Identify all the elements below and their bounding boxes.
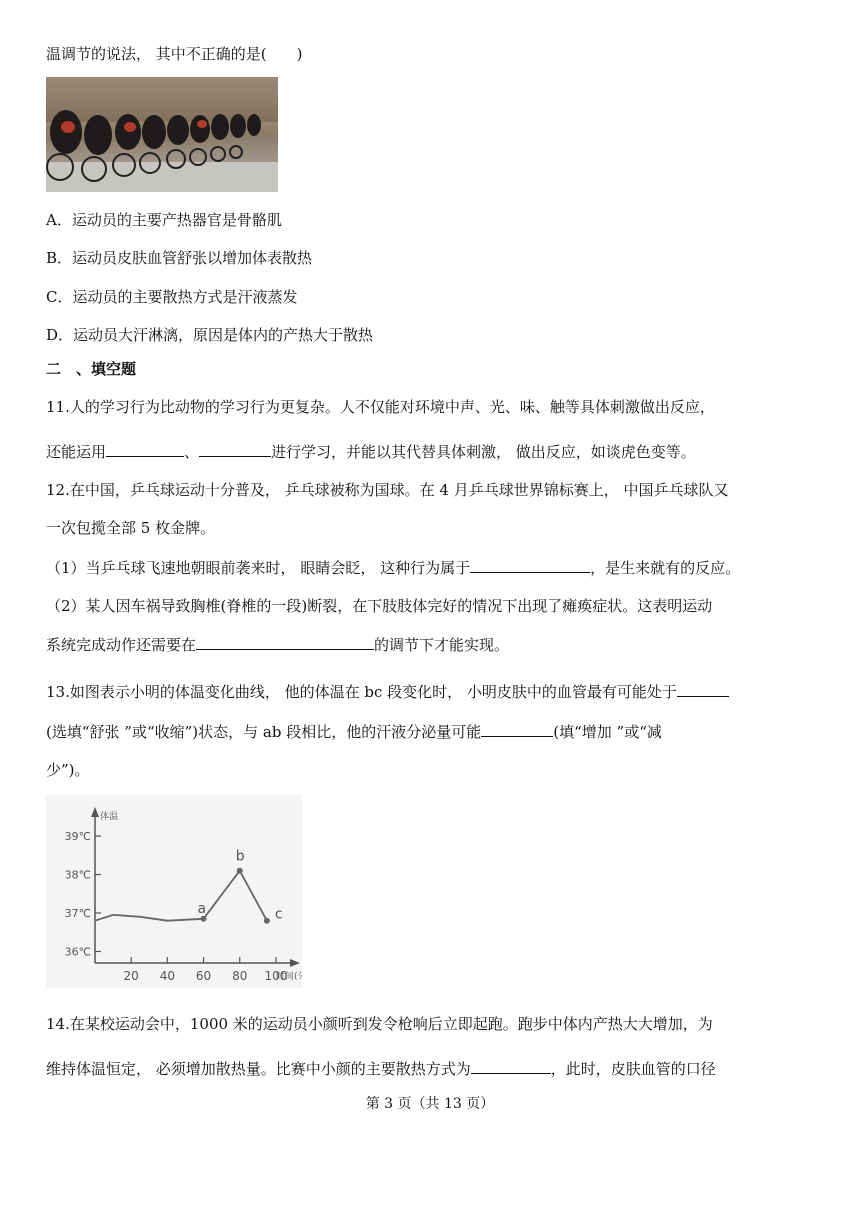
q10-option-d: D．运动员大汗淋漓，原因是体内的产热大于散热	[46, 326, 374, 344]
q14-line1: 14.在某校运动会中，1000 米的运动员小颜听到发令枪响后立即起跑。跑步中体内产热大大增加，为	[46, 1015, 713, 1033]
q12-sub2-line2	[46, 634, 509, 655]
q10-stem: 温调节的说法， 其中不正确的是( )	[46, 45, 303, 63]
y-tick-label: 38℃	[64, 868, 91, 882]
cyclists-photo	[46, 77, 278, 192]
q11-text-b: 进行学习，并能以其代替具体刺激， 做出反应，如谈虎色变等。	[271, 443, 696, 461]
y-tick-label: 37℃	[64, 907, 91, 920]
x-axis-label: 时间(	[276, 972, 298, 982]
q13-line2	[46, 721, 662, 742]
q14-text-a: 维持体温恒定， 必须增加散热量。比赛中小颜的主要散热方式为	[46, 1060, 471, 1078]
q13-blank-1[interactable]	[677, 681, 729, 697]
y-tick-label: 36℃	[64, 945, 91, 959]
data-point-c	[264, 918, 270, 924]
point-label-b: b	[235, 848, 245, 865]
q12-sub2-line1: （2）某人因车祸导致胸椎(脊椎的一段)断裂，在下肢肢体完好的情况下出现了瘫痪症状。这表明运动	[46, 597, 713, 615]
section-heading	[46, 359, 136, 379]
chart-background	[46, 795, 302, 988]
q12-sub2-text-a: 系统完成动作还需要在	[46, 636, 197, 654]
x-tick-label: 20	[123, 969, 139, 983]
q12-sub1-text-b: ，是生来就有的反应。	[590, 559, 741, 577]
temperature-chart	[46, 795, 302, 988]
q10-option-c: C．运动员的主要散热方式是汗液蒸发	[46, 288, 298, 306]
q12-sub1	[46, 557, 740, 578]
q10-option-b: B．运动员皮肤血管舒张以增加体表散热	[46, 249, 313, 267]
q11-blank-2[interactable]	[199, 441, 271, 457]
x-tick-label: 100	[264, 969, 288, 983]
x-tick-label: 80	[232, 969, 248, 983]
q11-blank-1[interactable]	[106, 441, 184, 457]
x-tick-label: 40	[159, 969, 176, 983]
q14-blank-1[interactable]	[471, 1058, 551, 1074]
q13-line3: 少”)。	[46, 761, 90, 779]
q12-line1: 12.在中国，乒乓球运动十分普及， 乒乓球被称为国球。在 4 月乒乓球世界锦标赛上， 中国乒乓球队又	[46, 481, 729, 499]
q12-blank-2[interactable]	[196, 634, 374, 650]
q11-line2	[46, 441, 696, 462]
q12-sub2-text-b: 的调节下才能实现。	[374, 636, 510, 654]
section-number: 二 、	[46, 360, 92, 378]
q12-sub1-text-a: （1）当乒乓球飞速地朝眼前袭来时， 眼睛会眨， 这种行为属于	[46, 559, 471, 577]
data-point-b	[237, 868, 243, 874]
q10-option-a: A．运动员的主要产热器官是骨骼肌	[46, 211, 282, 229]
q11-separator: 、	[184, 443, 200, 461]
q13-text-a: 13.如图表示小明的体温变化曲线， 他的体温在 bc 段变化时， 小明皮肤中的血管最有可能处于	[46, 683, 677, 701]
q13-text-b: (选填“舒张 ”或“收缩”)状态，与 ab 段相比，他的汗液分泌量可能	[46, 723, 482, 741]
q14-line2	[46, 1058, 716, 1079]
q12-line2: 一次包揽全部 5 枚金牌。	[46, 519, 216, 537]
q13-text-c: (填“增加 ”或“减	[553, 723, 662, 741]
q11-line1: 11.人的学习行为比动物的学习行为更复杂。人不仅能对环境中声、光、味、触等具体刺激做出反应，	[46, 398, 715, 416]
x-tick-label: 60	[195, 969, 212, 983]
point-label-c: c	[274, 906, 283, 923]
temperature-chart-svg	[46, 795, 302, 988]
q14-text-b: ，此时，皮肤血管的口径	[550, 1060, 716, 1078]
q11-text-a: 还能运用	[46, 443, 107, 461]
q12-blank-1[interactable]	[470, 557, 590, 573]
y-axis-label: 体温	[100, 812, 119, 822]
q13-line1	[46, 681, 729, 702]
page-footer: 第 3 页（共 13 页）	[365, 1096, 495, 1112]
section-title: 填空题	[91, 360, 137, 378]
point-label-a: a	[197, 900, 207, 917]
y-tick-label: 39℃	[64, 830, 91, 844]
q13-blank-2[interactable]	[481, 721, 553, 737]
